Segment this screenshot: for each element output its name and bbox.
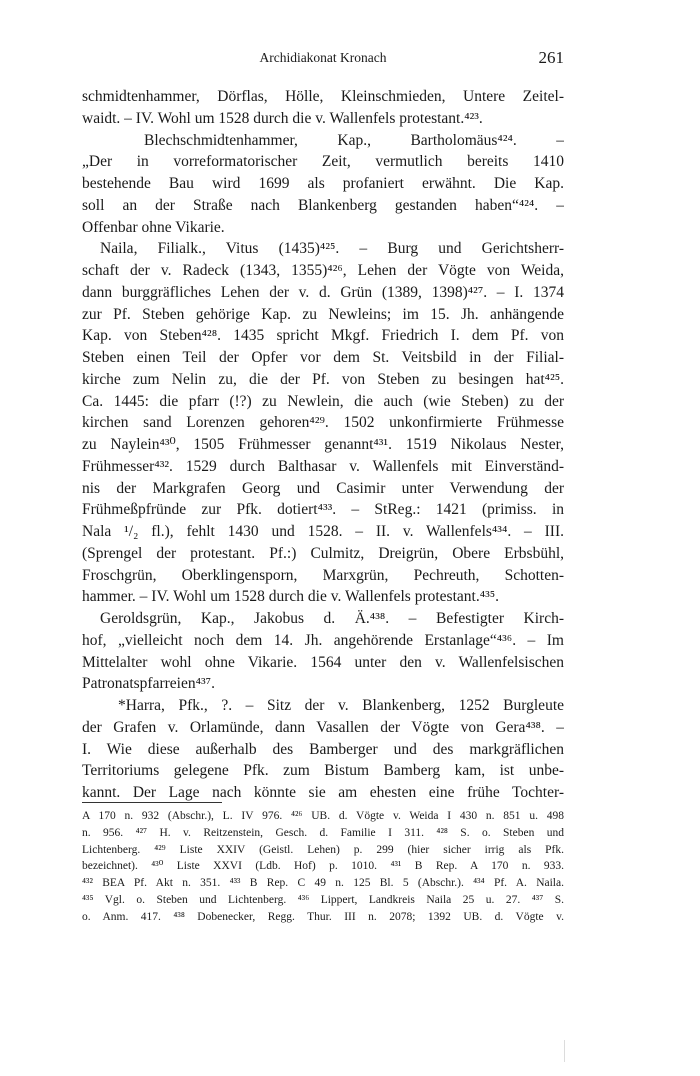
text-line: hof, „vielleicht noch dem 14. Jh. angehörende Erstanlage“⁴³⁶. – Im: [82, 631, 564, 649]
text-line: Ca. 1445: die pfarr (!?) zu Newlein, die auch (wie Steben) zu der: [82, 392, 564, 410]
footnote-line: n. 956. ⁴²⁷ H. v. Reitzenstein, Gesch. d. Familie I 311. ⁴²⁸ S. o. Steben und: [82, 826, 564, 839]
text-line: Kap. von Steben⁴²⁸. 1435 spricht Mkgf. Friedrich I. dem Pf. von: [82, 327, 564, 345]
text-line: zur Pf. Steben gehörige Kap. zu Newleins; im 15. Jh. anhängende: [82, 305, 564, 323]
text-line: dann burggräfliches Lehen der v. d. Grün (1389, 1398)⁴²⁷. – I. 1374: [82, 283, 564, 301]
text-line: zu Naylein⁴³⁰, 1505 Frühmesser genannt⁴³¹. 1519 Nikolaus Nester,: [82, 436, 564, 453]
text-line: Steben einen Teil der Opfer vor dem St. Veitsbild in der Filial-: [82, 349, 564, 366]
text-line: Nala ¹/₂ fl.), fehlt 1430 und 1528. – II. v. Wallenfels⁴³⁴. – III.: [82, 523, 564, 540]
footnote-line: ⁴³² BEA Pf. Akt n. 351. ⁴³³ B Rep. C 49 n. 125 Bl. 5 (Abschr.). ⁴³⁴ Pf. A. Naila.: [82, 877, 564, 890]
text-line: hammer. – IV. Wohl um 1528 durch die v. Wallenfels protestant.⁴³⁵.: [82, 588, 500, 606]
footnote-line: o. Anm. 417. ⁴³⁸ Dobenecker, Regg. Thur. III n. 2078; 1392 UB. d. Vögte v.: [82, 910, 564, 923]
text-line: kannt. Der Lage nach könnte sie am ehesten eine frühe Tochter-: [82, 784, 564, 801]
text-line: Territoriums gelegene Pfk. zum Bistum Bamberg kam, ist unbe-: [82, 762, 564, 780]
text-line: soll an der Straße nach Blankenberg gestanden haben“⁴²⁴. –: [82, 196, 564, 214]
entry-heading-line: Blechschmidtenhammer, Kap., Bartholomäus⁴²⁴. –: [144, 131, 564, 149]
running-title: Archidiakonat Kronach: [259, 50, 387, 65]
text-line: I. Wie diese außerhalb des Bamberger und des markgräflichen: [82, 740, 564, 758]
text-line: waidt. – IV. Wohl um 1528 durch die v. Wallenfels protestant.⁴²³.: [82, 109, 483, 127]
entry-heading-line: *Harra, Pfk., ?. – Sitz der v. Blankenberg, 1252 Burgleute: [118, 697, 564, 714]
entry-heading-line: Geroldsgrün, Kap., Jakobus d. Ä.⁴³⁸. – Befestigter Kirch-: [100, 610, 564, 627]
footnote-line: bezeichnet). ⁴³⁰ Liste XXVI (Ldb. Hof) p. 1010. ⁴³¹ B Rep. A 170 n. 933.: [82, 860, 564, 873]
footnote-line: ⁴³⁵ Vgl. o. Steben und Lichtenberg. ⁴³⁶ Lippert, Landkreis Naila 25 u. 27. ⁴³⁷ S.: [82, 893, 564, 906]
text-line: Mittelalter wohl ohne Vikarie. 1564 unter den v. Wallenfelsischen: [82, 653, 564, 671]
text-line: kirchen sand Lorenzen gehoren⁴²⁹. 1502 unkonfirmierte Frühmesse: [82, 414, 564, 432]
footnote-line: Lichtenberg. ⁴²⁹ Liste XXIV (Geistl. Lehen) p. 299 (hier sicher irrig als Pfk.: [82, 843, 564, 856]
footnotes: [82, 808, 564, 926]
text-line: schaft der v. Radeck (1343, 1355)⁴²⁶, Lehen der Vögte von Weida,: [82, 262, 564, 279]
text-line: Frühmeßpfründe zur Pfk. dotiert⁴³³. – StReg.: 1421 (primiss. in: [82, 501, 564, 519]
text-line: Patronatspfarreien⁴³⁷.: [82, 675, 215, 693]
main-text: [82, 86, 564, 804]
text-line: Froschgrün, Oberklingensporn, Marxgrün, Pechreuth, Schotten-: [82, 566, 564, 584]
text-line: (Sprengel der protestant. Pf.:) Culmitz, Dreigrün, Obere Erbsbühl,: [82, 544, 564, 562]
footnote-rule: [82, 802, 222, 803]
footnote-line: A 170 n. 932 (Abschr.), L. IV 976. ⁴²⁶ UB. d. Vögte v. Weida I 430 n. 851 u. 498: [82, 810, 564, 822]
text-line: schmidtenhammer, Dörflas, Hölle, Kleinschmieden, Untere Zeitel-: [82, 88, 564, 105]
text-line: bestehende Bau wird 1699 als profaniert erwähnt. Die Kap.: [82, 175, 564, 192]
text-line: „Der in vorreformatorischer Zeit, vermutlich bereits 1410: [82, 153, 564, 171]
text-line: kirche zum Nelin zu, die der Pf. von Steben zu besingen hat⁴²⁵.: [82, 370, 564, 388]
text-line: nis der Markgrafen Georg und Casimir unter Verwendung der: [82, 479, 564, 497]
page-header: [82, 50, 564, 72]
entry-heading-line: Naila, Filialk., Vitus (1435)⁴²⁵. – Burg und Gerichtsherr-: [100, 240, 564, 258]
text-line: Frühmesser⁴³². 1529 durch Balthasar v. Wallenfels mit Einverständ-: [82, 457, 564, 475]
book-page: [82, 0, 564, 1076]
page-number: 261: [538, 48, 564, 67]
text-line: der Grafen v. Orlamünde, dann Vasallen der Vögte von Gera⁴³⁸. –: [82, 718, 564, 736]
scan-edge-mark: [564, 1040, 565, 1062]
text-line: Offenbar ohne Vikarie.: [82, 218, 225, 236]
